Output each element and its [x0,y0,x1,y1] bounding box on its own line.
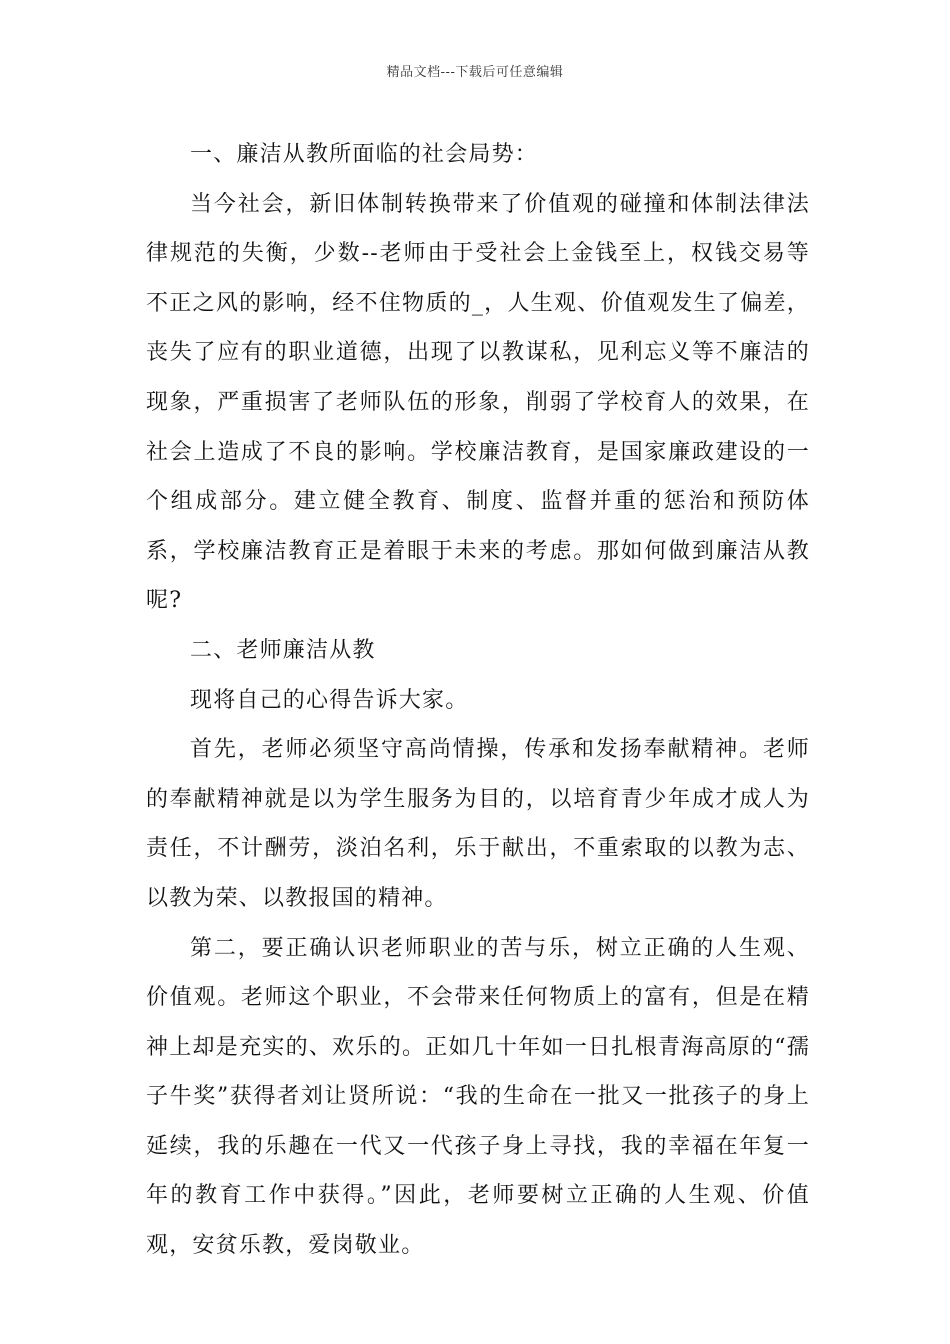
section-heading-2: 二、老师廉洁从教 [190,637,376,663]
paragraph-social-situation: 当今社会，新旧体制转换带来了价值观的碰撞和体制法律法律规范的失衡，少数--老师由于受社会上金钱至上，权钱交易等不正之风的影响，经不住物质的_，人生观、价值观发生了偏差，丧失了应有的职业道德，出现了以教谋私，见利忘义等不廉洁的现象，严重损害了老师队伍的形象，削弱了学校育人的效果，在社会上造成了不良的影响。学校廉洁教育，是国家廉政建设的一个组成部分。建立健全教育、制度、监督并重的惩治和预防体系，学校廉洁教育正是着眼于未来的考虑。那如何做到廉洁从教呢? [146,191,810,614]
paragraph-first-point: 首先，老师必须坚守高尚情操，传承和发扬奉献精神。老师的奉献精神就是以为学生服务为目的，以培育青少年成才成人为责任，不计酬劳，淡泊名利，乐于献出，不重索取的以教为志、以教为荣、以教报国的精神。 [146,737,810,911]
document-body [146,130,810,1271]
page-header: 精品文档---下载后可任意编辑 [386,65,564,80]
paragraph-second-point: 第二，要正确认识老师职业的苦与乐，树立正确的人生观、价值观。老师这个职业，不会带来任何物质上的富有，但是在精神上却是充实的、欢乐的。正如几十年如一日扎根青海高原的“孺子牛奖”获得者刘让贤所说：“我的生命在一批又一批孩子的身上延续，我的乐趣在一代又一代孩子身上寻找，我的幸福在年复一年的教育工作中获得。”因此，老师要树立正确的人生观、价值观，安贫乐教，爱岗敬业。 [146,935,810,1259]
paragraph-intro: 现将自己的心得告诉大家。 [190,687,469,713]
section-heading-1: 一、廉洁从教所面临的社会局势： [190,142,539,167]
